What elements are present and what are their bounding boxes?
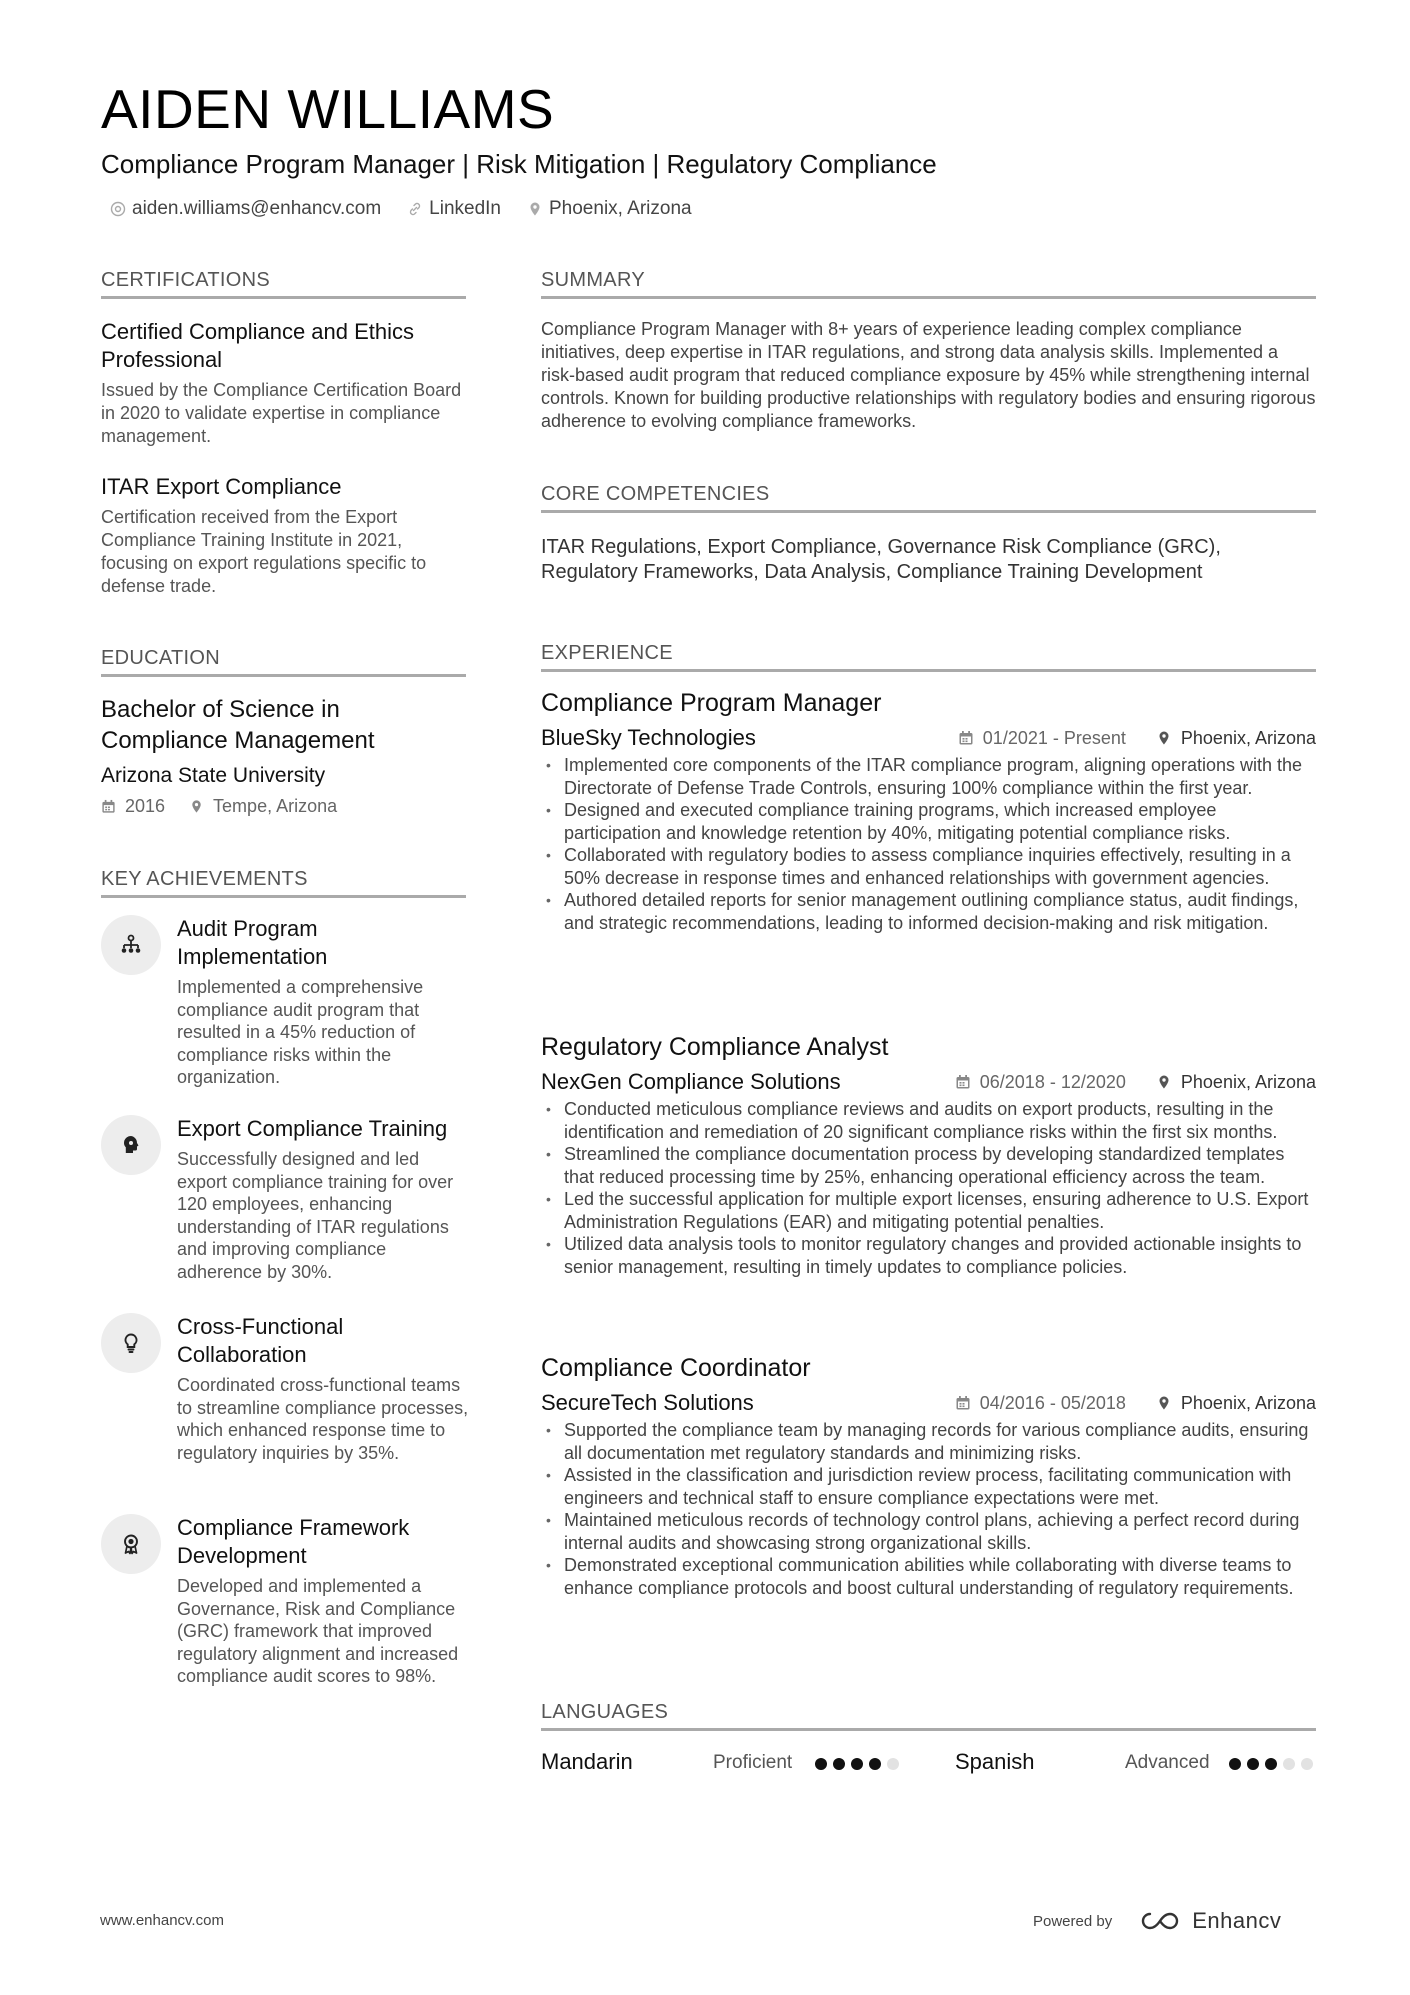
contact-email[interactable]	[110, 198, 381, 220]
rating-dot-filled	[851, 1758, 863, 1770]
job-bullet: • Collaborated with regulatory bodies to assess compliance inquiries effectively, resulting in a 50% decrease in response times and enhanced relationships with government agencies.	[541, 844, 1316, 889]
rating-dot-empty	[1283, 1758, 1295, 1770]
contact-bar	[110, 198, 692, 220]
job-dates	[955, 1072, 1126, 1093]
job-location	[1156, 728, 1316, 749]
enhancv-logo-text: Enhancv	[1192, 1908, 1282, 1933]
job-company: BlueSky Technologies	[541, 725, 756, 750]
head-gear-icon	[119, 1133, 143, 1157]
job-location	[1156, 1393, 1316, 1414]
achievement-title: Audit Program Implementation	[177, 916, 328, 969]
certification-name: Certified Compliance and Ethics Professional	[101, 319, 415, 372]
job-bullets	[541, 1419, 1316, 1599]
job-bullet: • Authored detailed reports for senior management outlining compliance status, audit findings, and strategic recommendations, leading to informed decision-making and risk mitigation.	[541, 889, 1316, 934]
education-school: Arizona State University	[101, 764, 326, 787]
candidate-name: AIDEN WILLIAMS	[101, 78, 555, 140]
certification-description: Certification received from the Export Compliance Training Institute in 2021, focusing on export regulations specific to defense trade.	[101, 507, 427, 596]
job-title: Compliance Coordinator	[541, 1354, 811, 1382]
competencies-heading: CORE COMPETENCIES	[541, 482, 1316, 513]
job-dates	[958, 728, 1126, 749]
contact-email-text: aiden.williams@enhancv.com	[132, 198, 382, 219]
contact-location	[527, 198, 692, 220]
enhancv-logo[interactable]	[1136, 1908, 1281, 1934]
job-bullets	[541, 754, 1316, 934]
certification-item	[101, 473, 466, 598]
achievement-title: Compliance Framework Development	[177, 1515, 410, 1568]
experience-entry	[541, 1032, 1316, 1278]
footer-url[interactable]: www.enhancv.com	[100, 1912, 224, 1929]
job-bullet: • Maintained meticulous records of technology control plans, achieving a perfect record during internal audits and showcasing strong organizational skills.	[541, 1509, 1316, 1554]
location-pin-icon	[189, 799, 204, 814]
job-location-text: Phoenix, Arizona	[1180, 1071, 1316, 1092]
job-bullets	[541, 1098, 1316, 1278]
job-bullet: • Utilized data analysis tools to monitor regulatory changes and provided actionable insights to senior management, resulting in timely updates to compliance policies.	[541, 1233, 1316, 1278]
achievement-icon-badge	[101, 1115, 161, 1175]
rating-dot-empty	[1301, 1758, 1313, 1770]
at-icon	[110, 201, 126, 217]
language-level: Proficient	[713, 1752, 793, 1773]
experience-entry	[541, 1353, 1316, 1599]
education-meta	[101, 796, 466, 817]
achievement-item	[101, 1115, 471, 1285]
job-location-text: Phoenix, Arizona	[1180, 727, 1316, 748]
achievement-item	[101, 915, 471, 1095]
lightbulb-icon	[119, 1331, 143, 1355]
languages-heading: LANGUAGES	[541, 1700, 1316, 1731]
rating-dot-filled	[1265, 1758, 1277, 1770]
job-bullet: • Demonstrated exceptional communication abilities while collaborating with diverse teams to enhance compliance protocols and boost cultural understanding of regulatory requirements.	[541, 1554, 1316, 1599]
calendar-icon	[958, 730, 974, 746]
summary-text: Compliance Program Manager with 8+ years of experience leading complex compliance initiatives, deep expertise in ITAR regulations, and strong data analysis skills. Implemented a risk-based audit program that reduced compliance exposure by 45% while strengthening internal controls. Known for building productive relationships with regulatory bodies and ensuring rigorous adherence to evolving compliance frameworks.	[541, 319, 1316, 431]
education-year-text: 2016	[125, 796, 166, 816]
rating-dot-filled	[815, 1758, 827, 1770]
powered-by	[1033, 1908, 1281, 1934]
powered-by-label: Powered by	[1033, 1912, 1113, 1930]
education-degree: Bachelor of Science in Compliance Management	[101, 696, 375, 754]
achievement-icon-badge	[101, 1313, 161, 1373]
calendar-icon	[955, 1074, 971, 1090]
language-rating	[815, 1758, 899, 1770]
job-company: NexGen Compliance Solutions	[541, 1069, 841, 1094]
rating-dot-filled	[1229, 1758, 1241, 1770]
certification-item	[101, 318, 466, 448]
location-pin-icon	[1156, 1395, 1172, 1411]
job-location-text: Phoenix, Arizona	[1180, 1392, 1316, 1413]
rating-dot-filled	[1247, 1758, 1259, 1770]
achievement-title: Cross-Functional Collaboration	[177, 1314, 344, 1367]
contact-linkedin-text: LinkedIn	[429, 198, 501, 219]
contact-location-text: Phoenix, Arizona	[549, 198, 692, 219]
job-dates-text: 04/2016 - 05/2018	[979, 1392, 1126, 1413]
language-rating	[1229, 1758, 1313, 1770]
achievement-icon-badge	[101, 1514, 161, 1574]
experience-entry	[541, 688, 1316, 934]
education-heading: EDUCATION	[101, 646, 466, 677]
award-icon	[119, 1532, 143, 1556]
job-company: SecureTech Solutions	[541, 1390, 754, 1415]
achievement-title: Export Compliance Training	[177, 1116, 448, 1141]
education-entry	[101, 694, 466, 817]
job-bullet: • Supported the compliance team by managing records for various compliance audits, ensuring all documentation met regulatory standards and minimizing risks.	[541, 1419, 1316, 1464]
candidate-headline: Compliance Program Manager | Risk Mitigation | Regulatory Compliance	[101, 149, 937, 179]
certifications-heading: CERTIFICATIONS	[101, 268, 466, 299]
job-bullet: • Conducted meticulous compliance reviews and audits on export products, resulting in the identification and remediation of 20 significant compliance risks within the first six months.	[541, 1098, 1316, 1143]
job-dates-text: 06/2018 - 12/2020	[979, 1071, 1126, 1092]
job-bullet: • Streamlined the compliance documentation process by developing standardized templates that reduced processing time by 25%, enhancing operational efficiency across the team.	[541, 1143, 1316, 1188]
language-name: Spanish	[955, 1749, 1035, 1774]
calendar-icon	[101, 799, 116, 814]
language-name: Mandarin	[541, 1749, 633, 1774]
job-bullet: • Designed and executed compliance training programs, which increased employee participation and knowledge retention by 40%, mitigating potential compliance risks.	[541, 799, 1316, 844]
hierarchy-icon	[119, 933, 143, 957]
achievement-description: Implemented a comprehensive compliance audit program that resulted in a 45% reduction of compliance risks within the organization.	[177, 977, 424, 1087]
job-location	[1156, 1072, 1316, 1093]
job-title: Compliance Program Manager	[541, 689, 882, 717]
competencies-text: ITAR Regulations, Export Compliance, Governance Risk Compliance (GRC), Regulatory Frameworks, Data Analysis, Compliance Training Development	[541, 536, 1221, 583]
achievement-item	[101, 1514, 471, 1714]
rating-dot-empty	[887, 1758, 899, 1770]
job-title: Regulatory Compliance Analyst	[541, 1033, 889, 1061]
languages-row	[541, 1748, 1316, 1778]
link-icon	[407, 201, 423, 217]
rating-dot-filled	[869, 1758, 881, 1770]
education-year	[101, 796, 165, 817]
location-pin-icon	[527, 201, 543, 217]
job-bullet: • Led the successful application for multiple export licenses, ensuring adherence to U.S. Export Administration Regulations (EAR) and mitigating potential penalties.	[541, 1188, 1316, 1233]
location-pin-icon	[1156, 730, 1172, 746]
achievement-icon-badge	[101, 915, 161, 975]
certification-name: ITAR Export Compliance	[101, 474, 342, 499]
education-location	[189, 796, 337, 817]
summary-heading: SUMMARY	[541, 268, 1316, 299]
contact-linkedin[interactable]	[407, 198, 501, 220]
achievement-item	[101, 1313, 471, 1463]
job-dates-text: 01/2021 - Present	[982, 727, 1126, 748]
rating-dot-filled	[833, 1758, 845, 1770]
education-location-text: Tempe, Arizona	[213, 796, 338, 816]
job-bullet: • Implemented core components of the ITAR compliance program, aligning operations with the Directorate of Defense Trade Controls, ensuring 100% compliance within the first year.	[541, 754, 1316, 799]
job-dates	[955, 1393, 1126, 1414]
achievement-description: Successfully designed and led export compliance training for over 120 employees, enhancing understanding of ITAR regulations and improving compliance adherence by 30%.	[177, 1149, 454, 1282]
language-level: Advanced	[1125, 1752, 1210, 1773]
calendar-icon	[955, 1395, 971, 1411]
certification-description: Issued by the Compliance Certification Board in 2020 to validate expertise in compliance management.	[101, 380, 462, 446]
experience-heading: EXPERIENCE	[541, 641, 1316, 672]
location-pin-icon	[1156, 1074, 1172, 1090]
job-bullet: • Assisted in the classification and jurisdiction review process, facilitating communication with engineers and technical staff to ensure compliance expectations were met.	[541, 1464, 1316, 1509]
achievements-heading: KEY ACHIEVEMENTS	[101, 867, 466, 898]
enhancv-logo-icon	[1136, 1910, 1184, 1932]
achievement-description: Coordinated cross-functional teams to streamline compliance processes, which enhanced response time to regulatory inquiries by 35%.	[177, 1375, 469, 1463]
achievement-description: Developed and implemented a Governance, Risk and Compliance (GRC) framework that improved regulatory alignment and increased compliance audit scores to 98%.	[177, 1576, 459, 1686]
